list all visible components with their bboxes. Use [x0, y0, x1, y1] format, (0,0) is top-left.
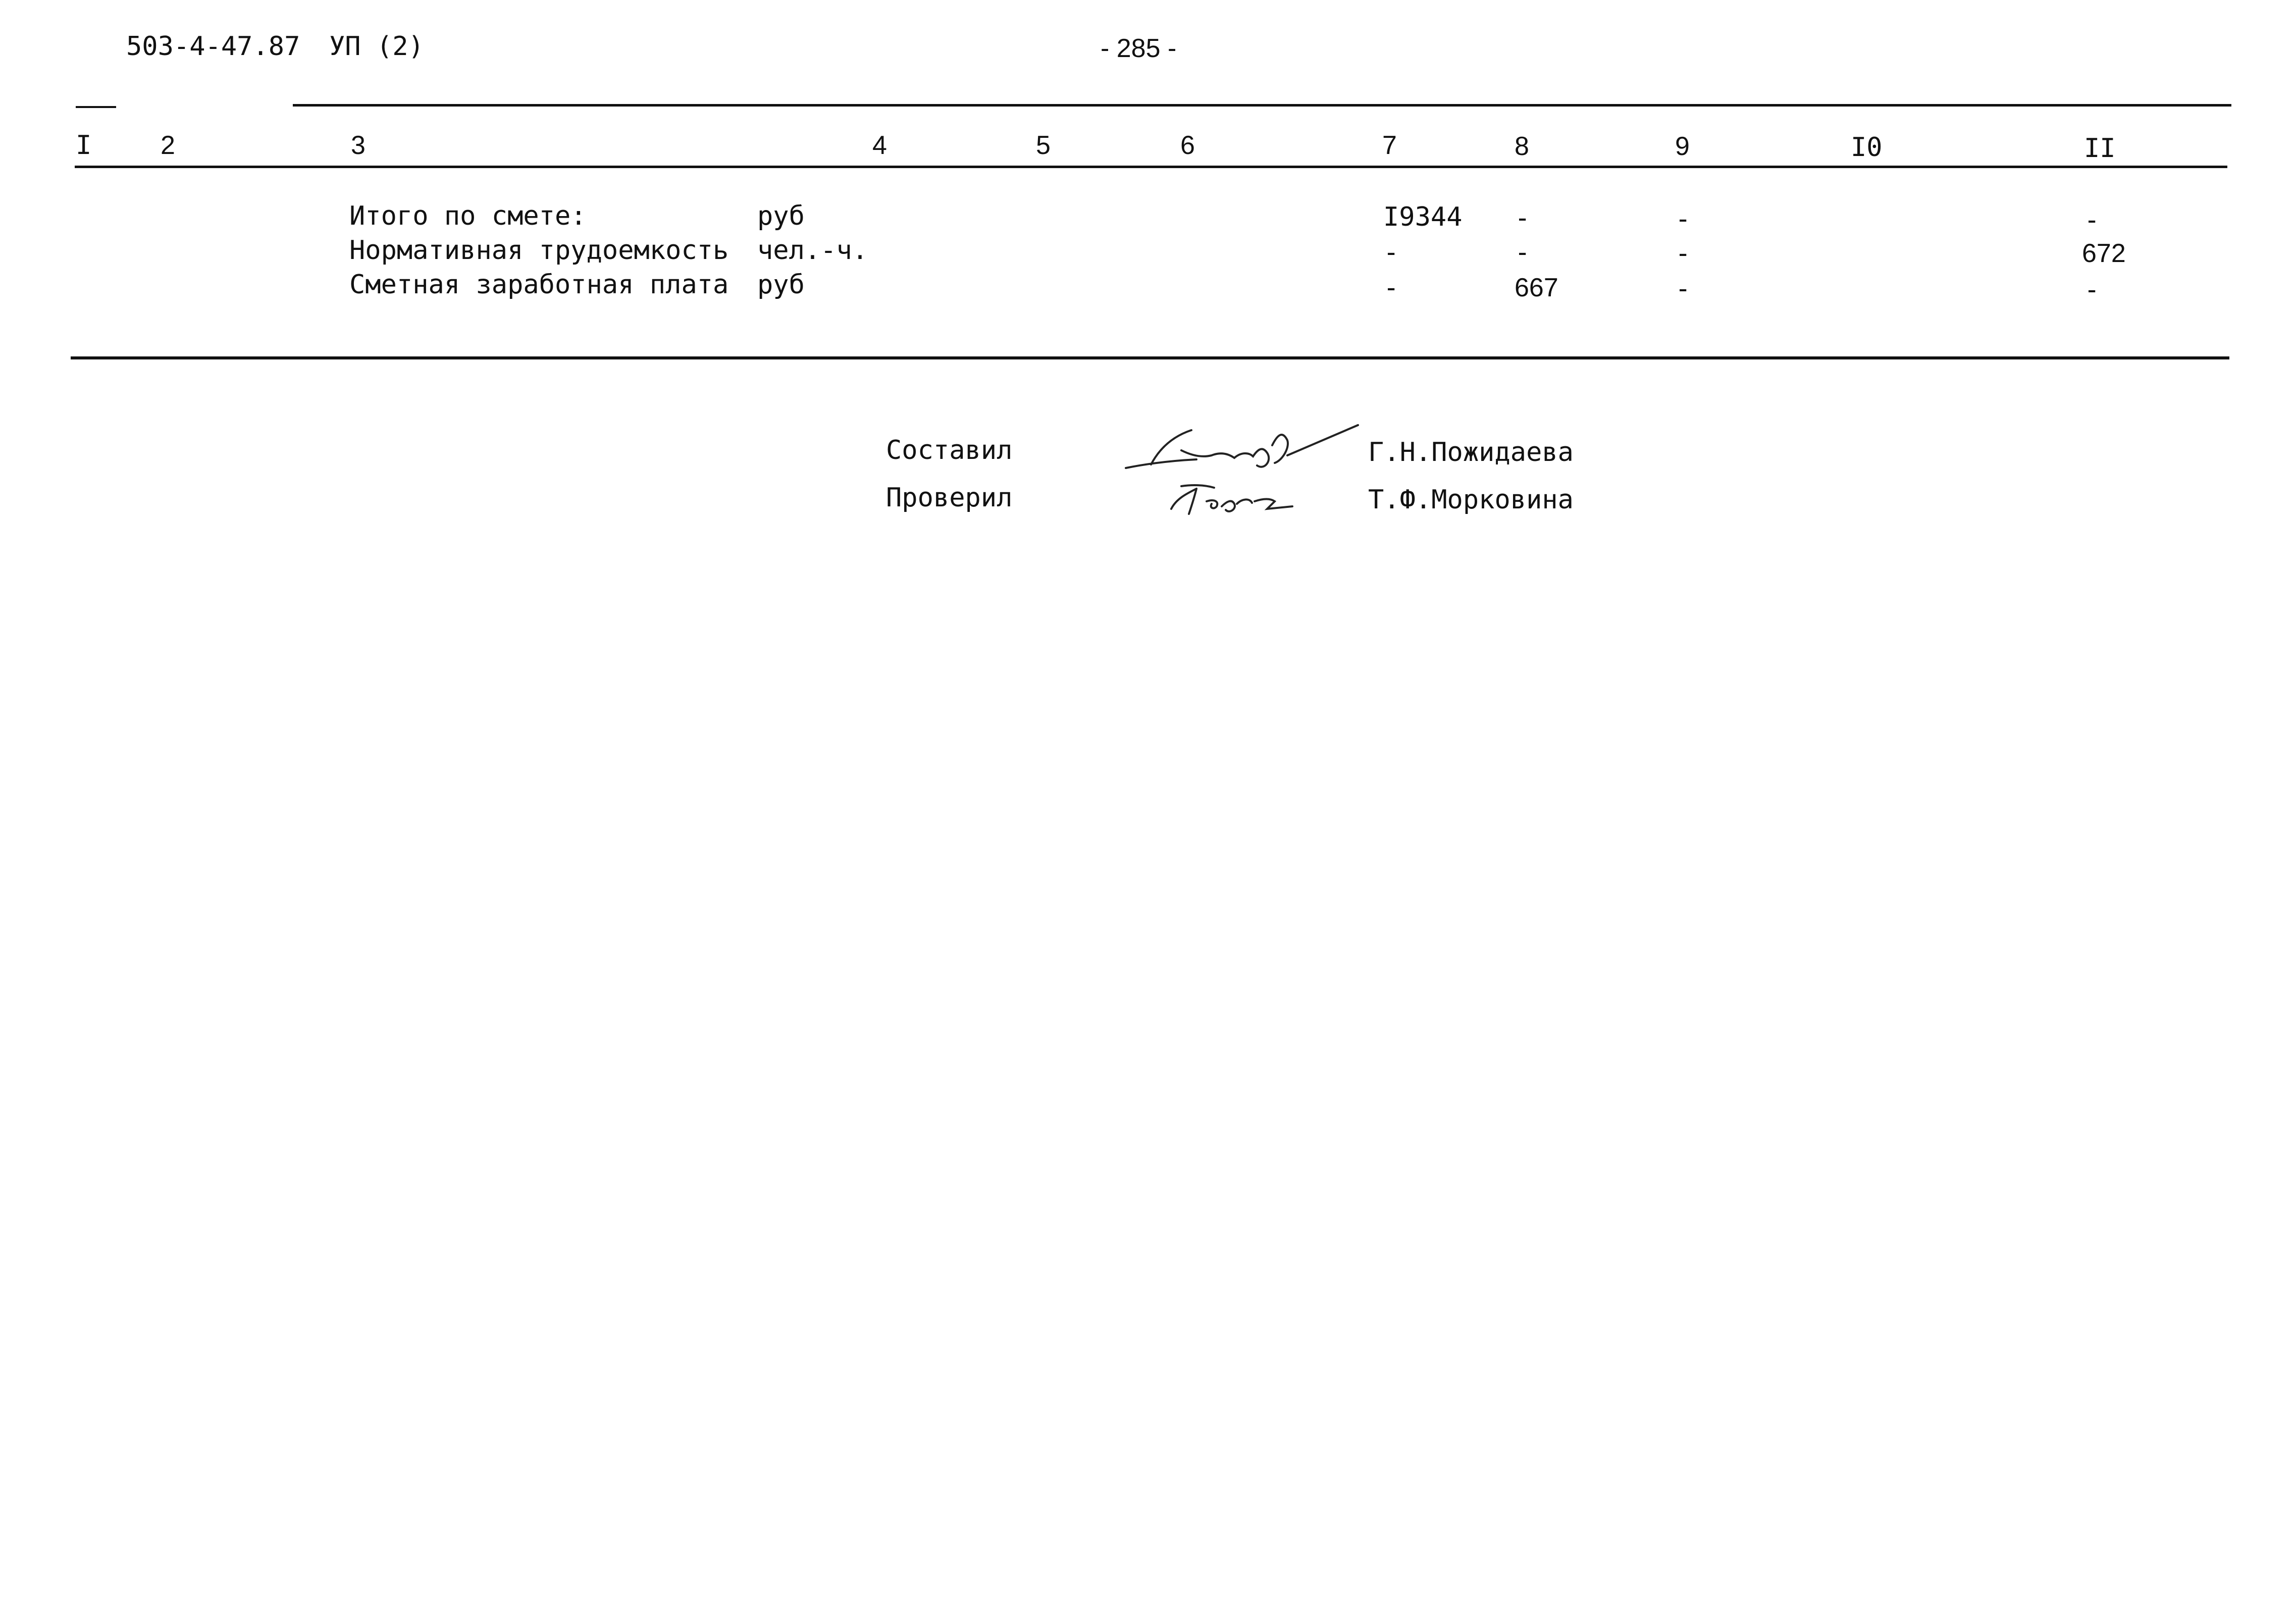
- document-section: УП (2): [329, 31, 424, 62]
- checked-signature: [1166, 479, 1302, 519]
- cell-col8: -: [1515, 237, 1531, 268]
- column-number: 2: [161, 131, 175, 160]
- column-number: 9: [1675, 132, 1690, 161]
- column-number: I: [76, 130, 92, 161]
- cell-col11: -: [2084, 205, 2100, 235]
- cell-col7: -: [1383, 237, 1399, 268]
- row-label: Нормативная трудоемкость: [349, 235, 729, 266]
- checked-name: Т.Ф.Морковина: [1368, 485, 1574, 515]
- row-unit: руб: [757, 201, 805, 231]
- top-rule-short: [76, 106, 116, 108]
- page-number: - 285 -: [1101, 34, 1177, 63]
- cell-col9: -: [1675, 204, 1691, 234]
- compiled-label: Составил: [886, 435, 1013, 465]
- column-number: II: [2084, 133, 2116, 164]
- row-unit: руб: [757, 270, 805, 300]
- column-number: 4: [872, 131, 887, 160]
- cell-col7: I9344: [1383, 202, 1463, 232]
- column-number: I0: [1851, 132, 1883, 163]
- cell-col11: 672: [2082, 239, 2126, 268]
- column-number: 5: [1036, 131, 1051, 160]
- column-number: 6: [1180, 131, 1195, 160]
- cell-col8: -: [1515, 203, 1531, 233]
- column-number: 7: [1382, 131, 1397, 160]
- cell-col9: -: [1675, 274, 1691, 304]
- column-number: 8: [1515, 132, 1529, 161]
- compiled-signature: [1121, 415, 1363, 476]
- document-code: 503-4-47.87: [126, 31, 300, 62]
- compiled-name: Г.Н.Пожидаева: [1368, 437, 1574, 468]
- bottom-rule: [71, 356, 2229, 359]
- top-rule: [293, 104, 2231, 107]
- cell-col7: -: [1383, 273, 1399, 303]
- column-number: 3: [351, 131, 366, 160]
- cell-col8: 667: [1515, 273, 1558, 302]
- header-rule: [75, 166, 2227, 168]
- row-label: Итого по смете:: [349, 201, 587, 231]
- row-label: Сметная заработная плата: [349, 270, 729, 300]
- checked-label: Проверил: [886, 483, 1013, 513]
- cell-col9: -: [1675, 238, 1691, 269]
- row-unit: чел.-ч.: [757, 235, 868, 266]
- cell-col11: -: [2084, 275, 2100, 305]
